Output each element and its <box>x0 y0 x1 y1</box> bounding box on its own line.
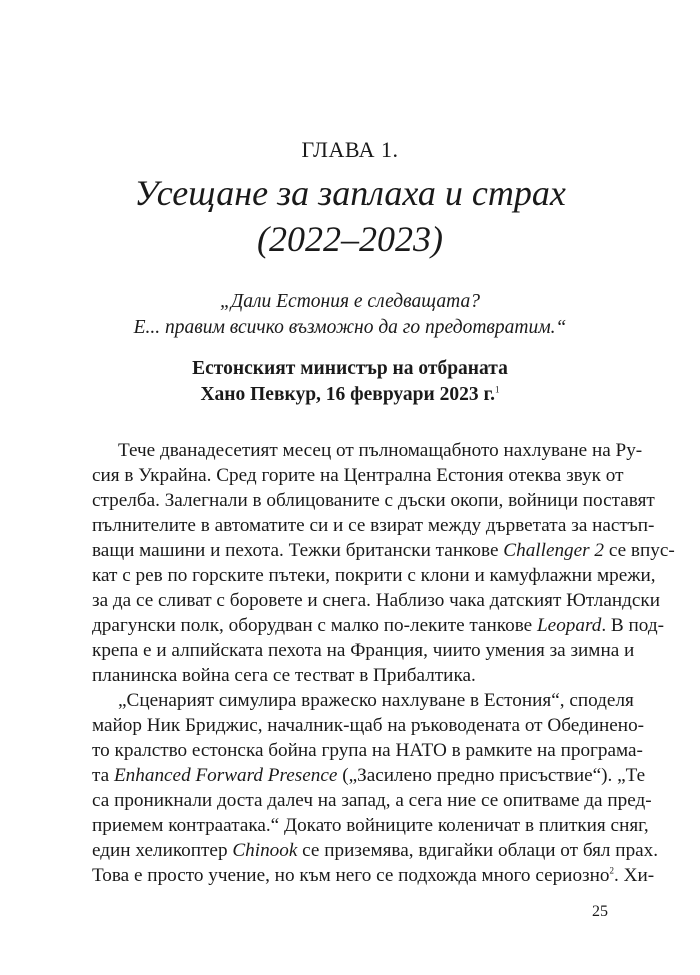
body-line <box>92 838 659 863</box>
epigraph-quote <box>0 289 700 341</box>
body-line: за да се сливат с боровете и снега. Наблизо чака датският Ютландски <box>92 590 661 611</box>
footnote-ref-1: 1 <box>495 384 500 395</box>
epigraph-line-2: Е... правим всичко възможно да го предотвратим.“ <box>133 317 567 338</box>
body-line <box>92 763 646 788</box>
epigraph-line-1: „Дали Естония е следващата? <box>220 291 480 312</box>
body-text <box>92 438 675 888</box>
chapter-title-line-2: (2022–2023) <box>257 219 443 259</box>
tank-name-leopard: Leopard <box>537 615 602 636</box>
body-line: то кралство естонска бойна група на НАТО в рамките на програма- <box>92 740 643 761</box>
body-line <box>92 863 655 888</box>
body-line: крепа е и алпийската пехота на Франция, чиито умения за зимна и <box>92 640 635 661</box>
attribution-line-1: Естонският министър на отбраната <box>192 358 508 379</box>
epigraph-attribution <box>0 356 700 408</box>
body-text-run: („Засилено предно присъствие“). „Те <box>337 765 646 786</box>
body-text-run: . В под- <box>601 615 664 636</box>
body-line: стрелба. Залегнали в облицованите с дъски окопи, войници поставят <box>92 490 655 511</box>
body-text-run: ващи машини и пехота. Тежки британски танкове <box>92 540 504 561</box>
body-text-run: та <box>92 765 114 786</box>
helicopter-name-chinook: Chinook <box>232 840 298 861</box>
tank-name-challenger: Challenger 2 <box>503 540 605 561</box>
body-line: планинска война сега се тестват в Прибалтика. <box>92 665 476 686</box>
program-name: Enhanced Forward Presence <box>113 765 338 786</box>
body-line: майор Ник Бриджис, началник-щаб на ръководената от Обединено- <box>92 715 645 736</box>
footnote-ref-2: 2 <box>609 865 614 876</box>
body-text-run: драгунски полк, оборудван с малко по-леките танкове <box>92 615 537 636</box>
body-line: сия в Украйна. Сред горите на Централна Естония отеква звук от <box>92 465 624 486</box>
attribution-line-2 <box>0 382 700 408</box>
chapter-label: ГЛАВА 1. <box>301 137 399 162</box>
body-text-run: се приземява, вдигайки облаци от бял прах. <box>297 840 659 861</box>
body-line: са проникнали доста далеч на запад, а сега ние се опитваме да пред- <box>92 790 652 811</box>
body-line: Тече дванадесетият месец от пълномащабното нахлуване на Ру- <box>118 440 643 461</box>
body-line: „Сценарият симулира вражеско нахлуване в Естония“, споделя <box>118 690 634 711</box>
body-text-run: се впус- <box>604 540 675 561</box>
body-line: кат с рев по горските пътеки, покрити с клони и камуфлажни мрежи, <box>92 565 656 586</box>
page-number: 25 <box>592 903 608 920</box>
body-line: пълнителите в автоматите си и се взират между дърветата за настъп- <box>92 515 655 536</box>
body-text-run: Това е просто учение, но към него се подхожда много сериозно <box>92 865 610 886</box>
body-line <box>92 538 675 563</box>
body-text-run: . Хи- <box>614 865 655 886</box>
body-line: приемем контраатака.“ Докато войниците коленичат в плиткия сняг, <box>92 815 649 836</box>
chapter-title-line-1: Усещане за заплаха и страх <box>134 173 566 213</box>
attribution-name-date: Хано Певкур, 16 февруари 2023 г. <box>200 384 496 405</box>
chapter-title <box>0 170 700 262</box>
body-text-run: един хеликоптер <box>92 840 233 861</box>
body-line <box>92 613 664 638</box>
